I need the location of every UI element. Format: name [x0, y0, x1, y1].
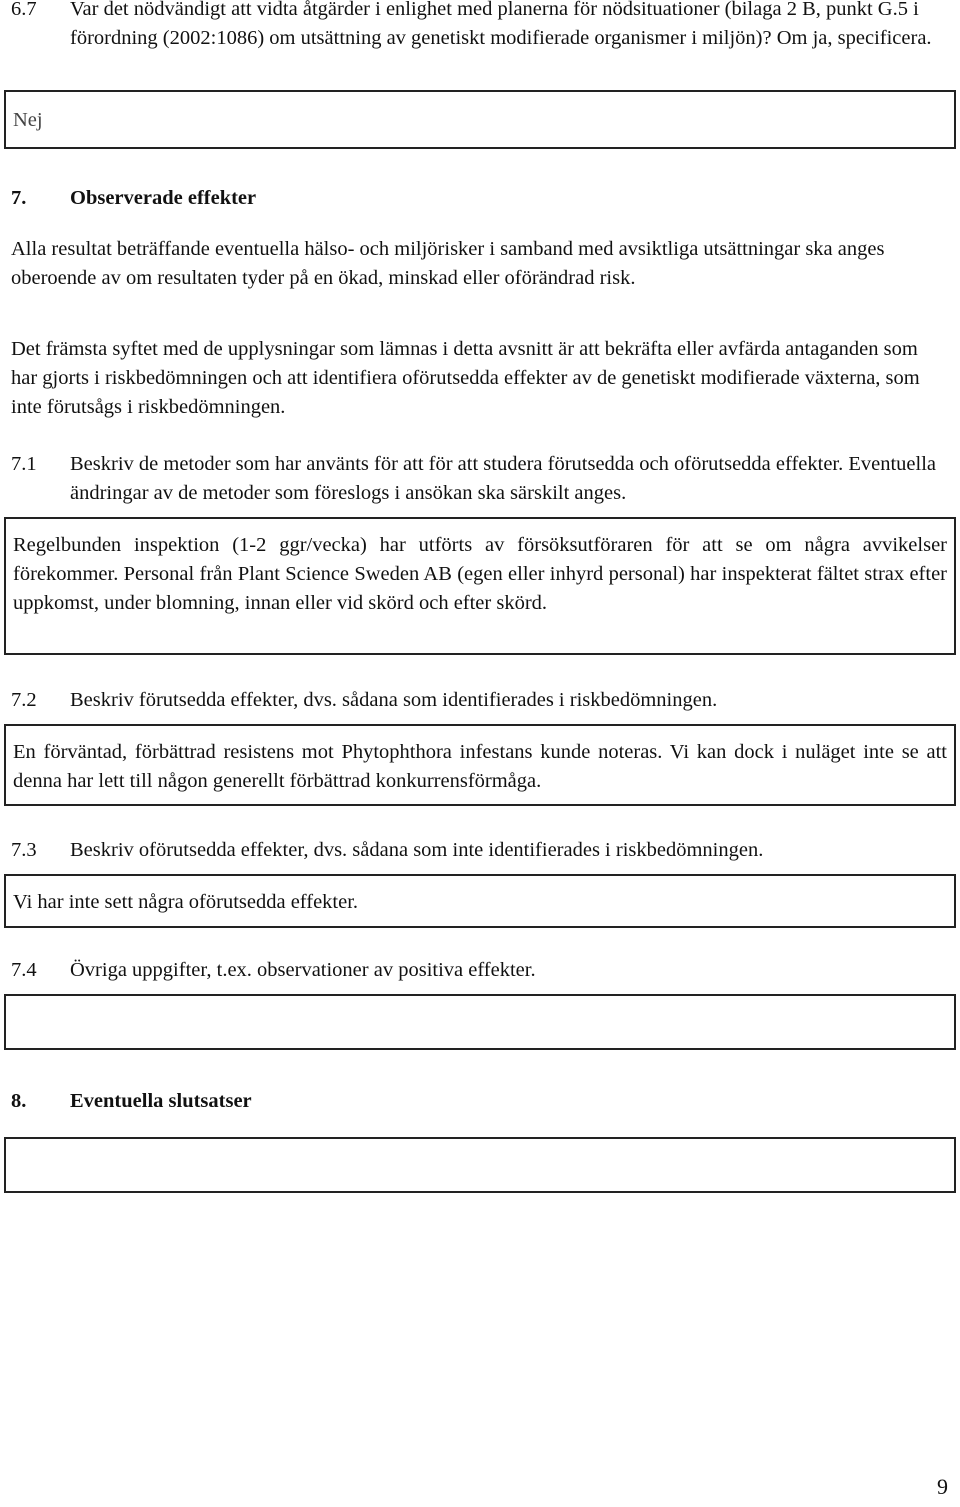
question-7-1-number: 7.1 [11, 453, 37, 475]
answer-box-7-1[interactable] [4, 517, 956, 655]
section-7-intro-1: Alla resultat beträffande eventuella hälso- och miljörisker i samband med avsiktliga utsättningar ska anges oberoende av om resultaten tyder på en ökad, minskad eller oförändrad risk. [11, 238, 885, 289]
section-7-intro-2: Det främsta syftet med de upplysningar som lämnas i detta avsnitt är att bekräfta eller avfärda antaganden som har gjorts i riskbedömningen och att identifiera oförutsedda effekter av de genetiskt modifierade växterna, som inte förutsågs i riskbedömningen. [11, 338, 920, 418]
section-7-number: 7. [11, 187, 27, 209]
section-8-number: 8. [11, 1090, 27, 1112]
answer-6-7: Nej [13, 109, 43, 131]
section-7-title: Observerade effekter [70, 187, 257, 209]
answer-box-7-4[interactable] [4, 994, 956, 1050]
answer-box-7-3[interactable] [4, 874, 956, 928]
question-6-7-text: Var det nödvändigt att vidta åtgärder i enlighet med planerna för nödsituationer (bilaga 2 B, punkt G.5 i förordning (2002:1086) om utsättning av genetiskt modifierade organismer i miljön)? Om ja, specificera. [70, 0, 932, 49]
question-6-7-number: 6.7 [11, 0, 37, 20]
answer-box-7-2[interactable] [4, 724, 956, 806]
question-7-3-number: 7.3 [11, 839, 37, 861]
answer-7-2: En förväntad, förbättrad resistens mot Phytophthora infestans kunde noteras. Vi kan dock i nuläget inte se att denna har lett till någon generellt förbättrad konkurrensförmåga. [13, 741, 947, 792]
question-7-2-text: Beskriv förutsedda effekter, dvs. sådana som identifierades i riskbedömningen. [70, 689, 718, 711]
question-7-2-number: 7.2 [11, 689, 37, 711]
section-8-title: Eventuella slutsatser [70, 1090, 252, 1112]
page-number: 9 [937, 1474, 948, 1499]
question-7-4-text: Övriga uppgifter, t.ex. observationer av positiva effekter. [70, 959, 536, 981]
answer-7-3: Vi har inte sett några oförutsedda effekter. [13, 891, 359, 913]
answer-box-8[interactable] [4, 1137, 956, 1193]
answer-box-6-7[interactable] [4, 90, 956, 149]
answer-7-1: Regelbunden inspektion (1-2 ggr/vecka) har utförts av försöksutföraren för att se om några avvikelser förekommer. Personal från Plant Science Sweden AB (egen eller inhyrd personal) har inspekterat fältet strax efter uppkomst, under blomning, innan eller vid skörd och efter skörd. [13, 534, 947, 614]
question-7-1-text: Beskriv de metoder som har använts för att för att studera förutsedda och oförutsedda effekter. Eventuella ändringar av de metoder som föreslogs i ansökan ska särskilt anges. [70, 453, 937, 504]
question-7-3-text: Beskriv oförutsedda effekter, dvs. sådana som inte identifierades i riskbedömningen. [70, 839, 764, 861]
question-7-4-number: 7.4 [11, 959, 37, 981]
